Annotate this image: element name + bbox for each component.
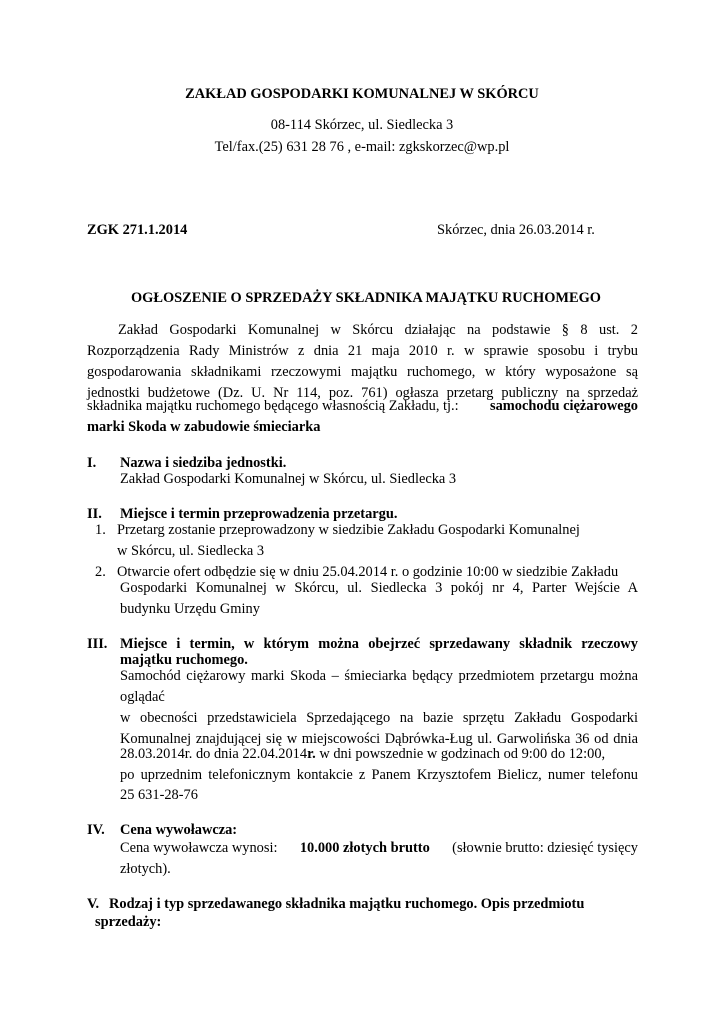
section-4-line-2: złotych). bbox=[120, 861, 171, 877]
section-2-item-2-line-1: Otwarcie ofert odbędzie się w dniu 25.04.2014 r. o godzinie 10:00 w siedzibie Zakładu bbox=[117, 564, 619, 580]
section-3-line-5-bold: r. bbox=[307, 746, 316, 762]
section-3-line-2: oglądać bbox=[120, 689, 165, 705]
org-name: ZAKŁAD GOSPODARKI KOMUNALNEJ W SKÓRCU bbox=[185, 86, 539, 102]
price-value: 10.000 złotych brutto bbox=[299, 840, 430, 856]
section-2-item-2-line-2: Gospodarki Komunalnej w Skórcu, ul. Siedlecka 3 pokój nr 4, Parter Wejście A bbox=[120, 580, 638, 596]
section-1-number: I. bbox=[87, 455, 97, 471]
section-3-title-line-1: Miejsce i termin, w którym można obejrzeć sprzedawany składnik rzeczowy bbox=[120, 636, 638, 652]
section-2-item-1-line-1: Przetarg zostanie przeprowadzony w siedzibie Zakładu Gospodarki Komunalnej bbox=[117, 522, 580, 538]
section-3-line-6: po uprzednim telefonicznym kontakcie z Panem Krzysztofem Bielicz, numer telefonu bbox=[120, 767, 638, 783]
section-1-text: Zakład Gospodarki Komunalnej w Skórcu, ul. Siedlecka 3 bbox=[120, 471, 457, 487]
intro-line-3: gospodarowania składnikami rzeczowymi majątku ruchomego, w który wyposażone są bbox=[87, 364, 638, 380]
intro-line-6: marki Skoda w zabudowie śmieciarka bbox=[87, 419, 321, 435]
org-contact: Tel/fax.(25) 631 28 76 , e-mail: zgkskorzec@wp.pl bbox=[214, 139, 510, 155]
section-3-line-5-b: w dni powszednie w godzinach od 9:00 do 12:00, bbox=[315, 746, 606, 762]
intro-line-2: Rozporządzenia Rady Ministrów z dnia 21 maja 2010 r. w sprawie sposobu i trybu bbox=[87, 343, 638, 359]
section-4-line-1-a: Cena wywoławcza wynosi: bbox=[120, 840, 278, 856]
section-2-item-1-line-2: w Skórcu, ul. Siedlecka 3 bbox=[117, 543, 265, 559]
section-2-item-2-line-3: budynku Urzędu Gminy bbox=[120, 601, 260, 617]
intro-line-5-plain: składnika majątku ruchomego będącego własnością Zakładu, tj.: bbox=[87, 398, 459, 414]
section-3-line-4: Komunalnej znajdującej się w miejscowości Dąbrówka-Ług ul. Garwolińska 36 od dnia bbox=[120, 731, 638, 747]
section-5-title-line-2: sprzedaży: bbox=[95, 914, 162, 930]
section-4-line-1 bbox=[120, 840, 638, 857]
org-address: 08-114 Skórzec, ul. Siedlecka 3 bbox=[270, 117, 454, 133]
section-2-number: II. bbox=[87, 506, 102, 522]
section-3-line-1: Samochód ciężarowy marki Skoda – śmieciarka będący przedmiotem przetargu można bbox=[120, 668, 638, 684]
section-3-line-7: 25 631-28-76 bbox=[120, 787, 198, 803]
reference-number: ZGK 271.1.2014 bbox=[87, 222, 188, 238]
intro-line-4: jednostki budżetowe (Dz. U. Nr 114, poz. 761) ogłasza przetarg publiczny na sprzedaż bbox=[87, 385, 638, 401]
intro-line-1: Zakład Gospodarki Komunalnej w Skórcu działając na podstawie § 8 ust. 2 bbox=[118, 322, 638, 338]
section-4-number: IV. bbox=[87, 822, 105, 838]
section-3-line-5-a: 28.03.2014r. do dnia 22.04.2014 bbox=[120, 746, 308, 762]
section-4-title: Cena wywoławcza: bbox=[120, 822, 238, 838]
section-3-title-line-2: majątku ruchomego. bbox=[120, 652, 248, 668]
intro-line-5 bbox=[87, 398, 638, 415]
section-2-item-1-number: 1. bbox=[95, 522, 106, 538]
section-2-title: Miejsce i termin przeprowadzenia przetargu. bbox=[120, 506, 398, 522]
section-5-number: V. bbox=[87, 896, 100, 912]
section-3-line-3: w obecności przedstawiciela Sprzedającego na bazie sprzętu Zakładu Gospodarki bbox=[120, 710, 638, 726]
section-4-line-1-b: (słownie brutto: dziesięć tysięcy bbox=[452, 840, 638, 856]
section-3-number: III. bbox=[87, 636, 108, 652]
intro-line-5-bold: samochodu ciężarowego bbox=[489, 398, 638, 414]
section-1-title: Nazwa i siedziba jednostki. bbox=[120, 455, 287, 471]
place-date: Skórzec, dnia 26.03.2014 r. bbox=[437, 222, 595, 238]
section-5-title-line-1: Rodzaj i typ sprzedawanego składnika majątku ruchomego. Opis przedmiotu bbox=[109, 896, 585, 912]
section-3-line-5 bbox=[120, 746, 605, 763]
section-2-item-2-number: 2. bbox=[95, 564, 106, 580]
announcement-title: OGŁOSZENIE O SPRZEDAŻY SKŁADNIKA MAJĄTKU RUCHOMEGO bbox=[130, 290, 602, 306]
